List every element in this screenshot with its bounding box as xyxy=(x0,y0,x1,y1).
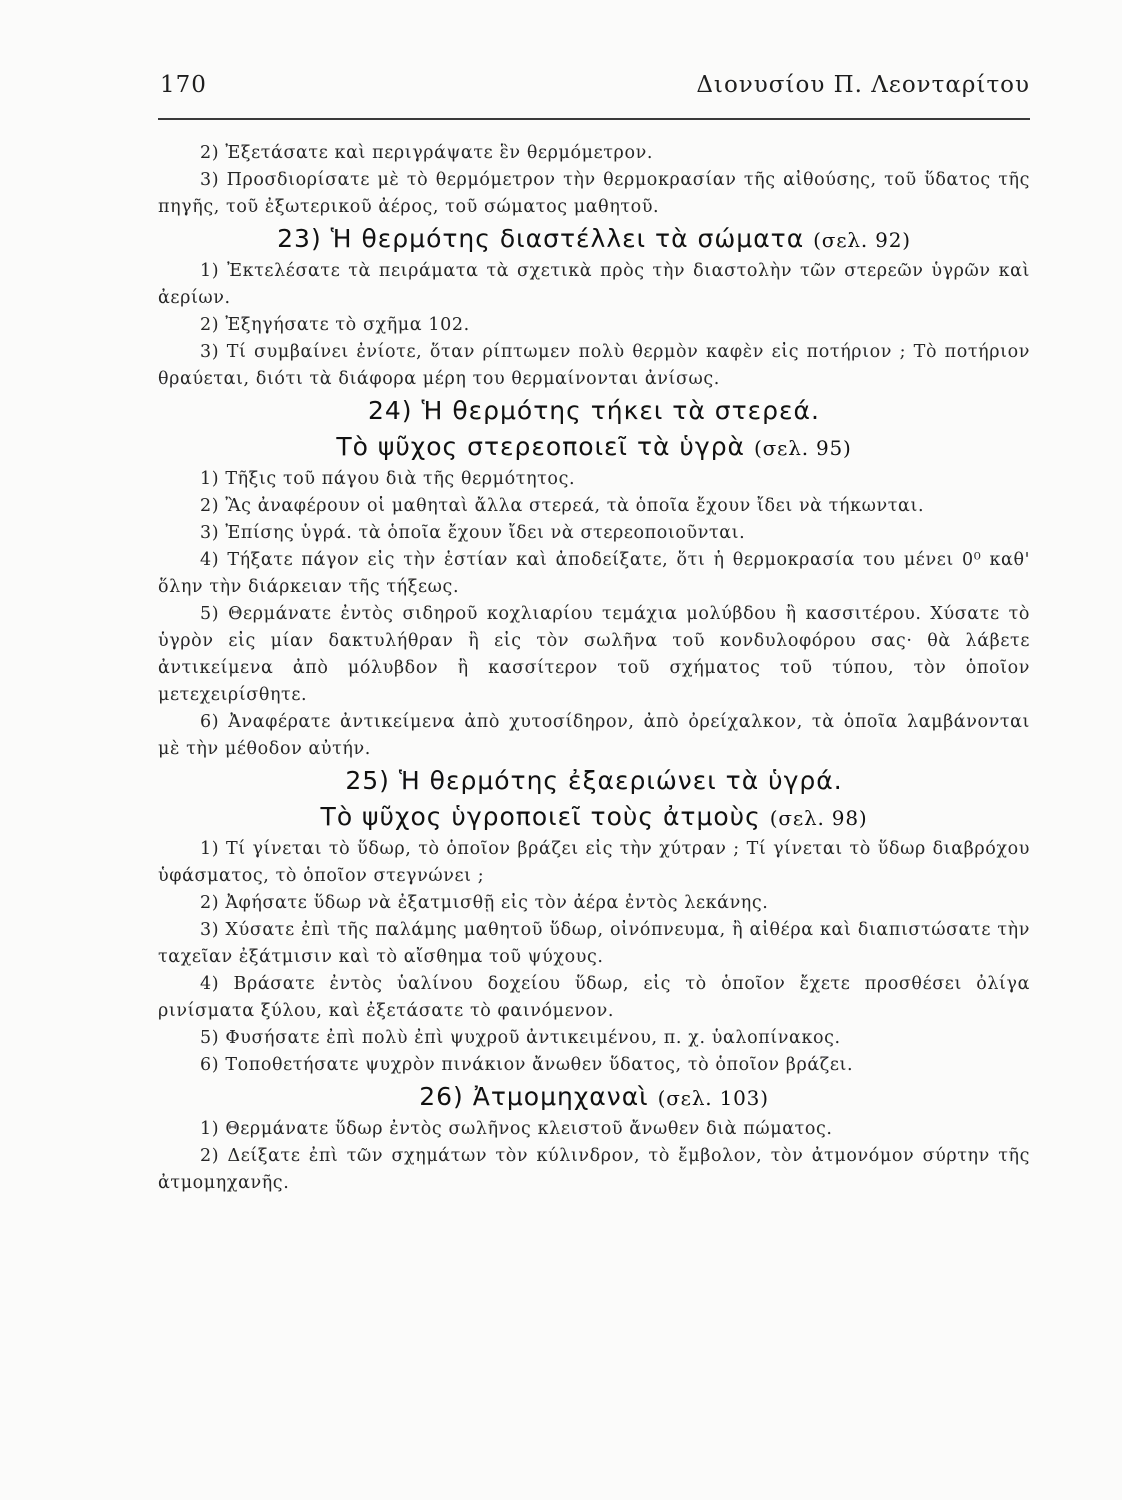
section-23-page-ref: (σελ. 92) xyxy=(813,228,911,252)
section-24-page-ref: (σελ. 95) xyxy=(754,436,852,460)
section-24-item-6: 6) Ἀναφέρατε ἀντικείμενα ἀπὸ χυτοσίδηρον, ἀπὸ ὀρείχαλκον, τὰ ὁποῖα λαμβάνονται μὲ τὴν μέθοδον αὐτήν. xyxy=(158,712,1030,759)
section-25-item-3: 3) Χύσατε ἐπὶ τῆς παλάμης μαθητοῦ ὕδωρ, οἰνόπνευμα, ἢ αἰθέρα καὶ διαπιστώσατε τὴν ταχεῖαν ἐξάτμισιν καὶ τὸ αἴσθημα τοῦ ψύχους. xyxy=(158,920,1030,967)
section-24-item-5: 5) Θερμάνατε ἐντὸς σιδηροῦ κοχλιαρίου τεμάχια μολύβδου ἢ κασσιτέρου. Χύσατε τὸ ὑγρὸν εἰς μίαν δακτυλήθραν ἢ εἰς τὸν σωλῆνα τοῦ κονδυλοφόρου σας· θὰ λάβετε ἀντικείμενα ἀπὸ μόλυβδον ἢ κασσίτερον τοῦ σχήματος τοῦ τύπου, τὸν ὁποῖον μετεχειρίσθητε. xyxy=(158,604,1030,705)
section-25-title-line2: Τὸ ψῦχος ὑγροποιεῖ τοὺς ἀτμοὺς xyxy=(320,802,761,831)
section-25-title: 25) Ἡ θερμότης ἐξαεριώνει τὰ ὑγρά. xyxy=(345,766,843,795)
section-24-title-line2: Τὸ ψῦχος στερεοποιεῖ τὰ ὑγρὰ xyxy=(336,432,746,461)
section-23-heading xyxy=(158,221,1030,258)
section-23-title: 23) Ἡ θερμότης διαστέλλει τὰ σώματα xyxy=(277,224,805,253)
section-24-item-4: 4) Τήξατε πάγον εἰς τὴν ἑστίαν καὶ ἀποδείξατε, ὅτι ἡ θερμοκρασία του μένει 0⁰ καθ' ὅλην τὴν διάρκειαν τῆς τήξεως. xyxy=(158,550,1030,597)
intro-item-2: 2) Ἐξετάσατε καὶ περιγράψατε ἓν θερμόμετρον. xyxy=(200,143,653,163)
section-23-item-3: 3) Τί συμβαίνει ἐνίοτε, ὅταν ρίπτωμεν πολὺ θερμὸν καφὲν εἰς ποτήριον ; Τὸ ποτήριον θραύεται, διότι τὰ διάφορα μέρη του θερμαίνονται ἀνίσως. xyxy=(158,342,1030,389)
section-26-item-2: 2) Δείξατε ἐπὶ τῶν σχημάτων τὸν κύλινδρον, τὸ ἔμβολον, τὸν ἀτμονόμον σύρτην τῆς ἀτμομηχανῆς. xyxy=(158,1146,1030,1193)
section-25-heading xyxy=(158,763,1030,836)
section-25-item-1: 1) Τί γίνεται τὸ ὕδωρ, τὸ ὁποῖον βράζει εἰς τὴν χύτραν ; Τί γίνεται τὸ ὕδωρ διαβρόχου ὑφάσματος, τὸ ὁποῖον στεγνώνει ; xyxy=(158,839,1030,886)
section-25-item-5: 5) Φυσήσατε ἐπὶ πολὺ ἐπὶ ψυχροῦ ἀντικειμένου, π. χ. ὑαλοπίνακος. xyxy=(200,1028,841,1048)
header-rule xyxy=(158,118,1030,120)
page-body xyxy=(158,140,1030,1197)
intro-item-3: 3) Προσδιορίσατε μὲ τὸ θερμόμετρον τὴν θερμοκρασίαν τῆς αἰθούσης, τοῦ ὕδατος τῆς πηγῆς, τοῦ ἐξωτερικοῦ ἀέρος, τοῦ σώματος μαθητοῦ. xyxy=(158,170,1030,217)
section-26-page-ref: (σελ. 103) xyxy=(657,1086,769,1110)
section-23-item-1: 1) Ἐκτελέσατε τὰ πειράματα τὰ σχετικὰ πρὸς τὴν διαστολὴν τῶν στερεῶν ὑγρῶν καὶ ἀερίων. xyxy=(158,261,1030,308)
section-24-heading xyxy=(158,393,1030,466)
section-24-item-2: 2) Ἂς ἀναφέρουν οἱ μαθηταὶ ἄλλα στερεά, τὰ ὁποῖα ἔχουν ἴδει νὰ τήκωνται. xyxy=(200,496,925,516)
section-24-item-3: 3) Ἐπίσης ὑγρά. τὰ ὁποῖα ἔχουν ἴδει νὰ στερεοποιοῦνται. xyxy=(200,523,746,543)
section-26-title: 26) Ἀτμομηχαναὶ xyxy=(419,1082,649,1111)
page-header xyxy=(160,72,1030,98)
section-25-item-4: 4) Βράσατε ἐντὸς ὑαλίνου δοχείου ὕδωρ, εἰς τὸ ὁποῖον ἔχετε προσθέσει ὀλίγα ρινίσματα ξύλου, καὶ ἐξετάσατε τὸ φαινόμενον. xyxy=(158,974,1030,1021)
section-23-item-2: 2) Ἐξηγήσατε τὸ σχῆμα 102. xyxy=(200,315,470,335)
section-24-item-1: 1) Τῆξις τοῦ πάγου διὰ τῆς θερμότητος. xyxy=(200,469,576,489)
section-24-title: 24) Ἡ θερμότης τήκει τὰ στερεά. xyxy=(368,396,820,425)
section-25-page-ref: (σελ. 98) xyxy=(769,806,868,830)
page-number: 170 xyxy=(160,72,207,98)
running-head: Διονυσίου Π. Λεονταρίτου xyxy=(696,72,1030,98)
section-25-item-6: 6) Τοποθετήσατε ψυχρὸν πινάκιον ἄνωθεν ὕδατος, τὸ ὁποῖον βράζει. xyxy=(200,1055,854,1075)
section-26-item-1: 1) Θερμάνατε ὕδωρ ἐντὸς σωλῆνος κλειστοῦ ἄνωθεν διὰ πώματος. xyxy=(200,1119,833,1139)
section-26-heading xyxy=(158,1079,1030,1116)
section-25-item-2: 2) Ἀφήσατε ὕδωρ νὰ ἐξατμισθῇ εἰς τὸν ἀέρα ἐντὸς λεκάνης. xyxy=(200,893,769,913)
